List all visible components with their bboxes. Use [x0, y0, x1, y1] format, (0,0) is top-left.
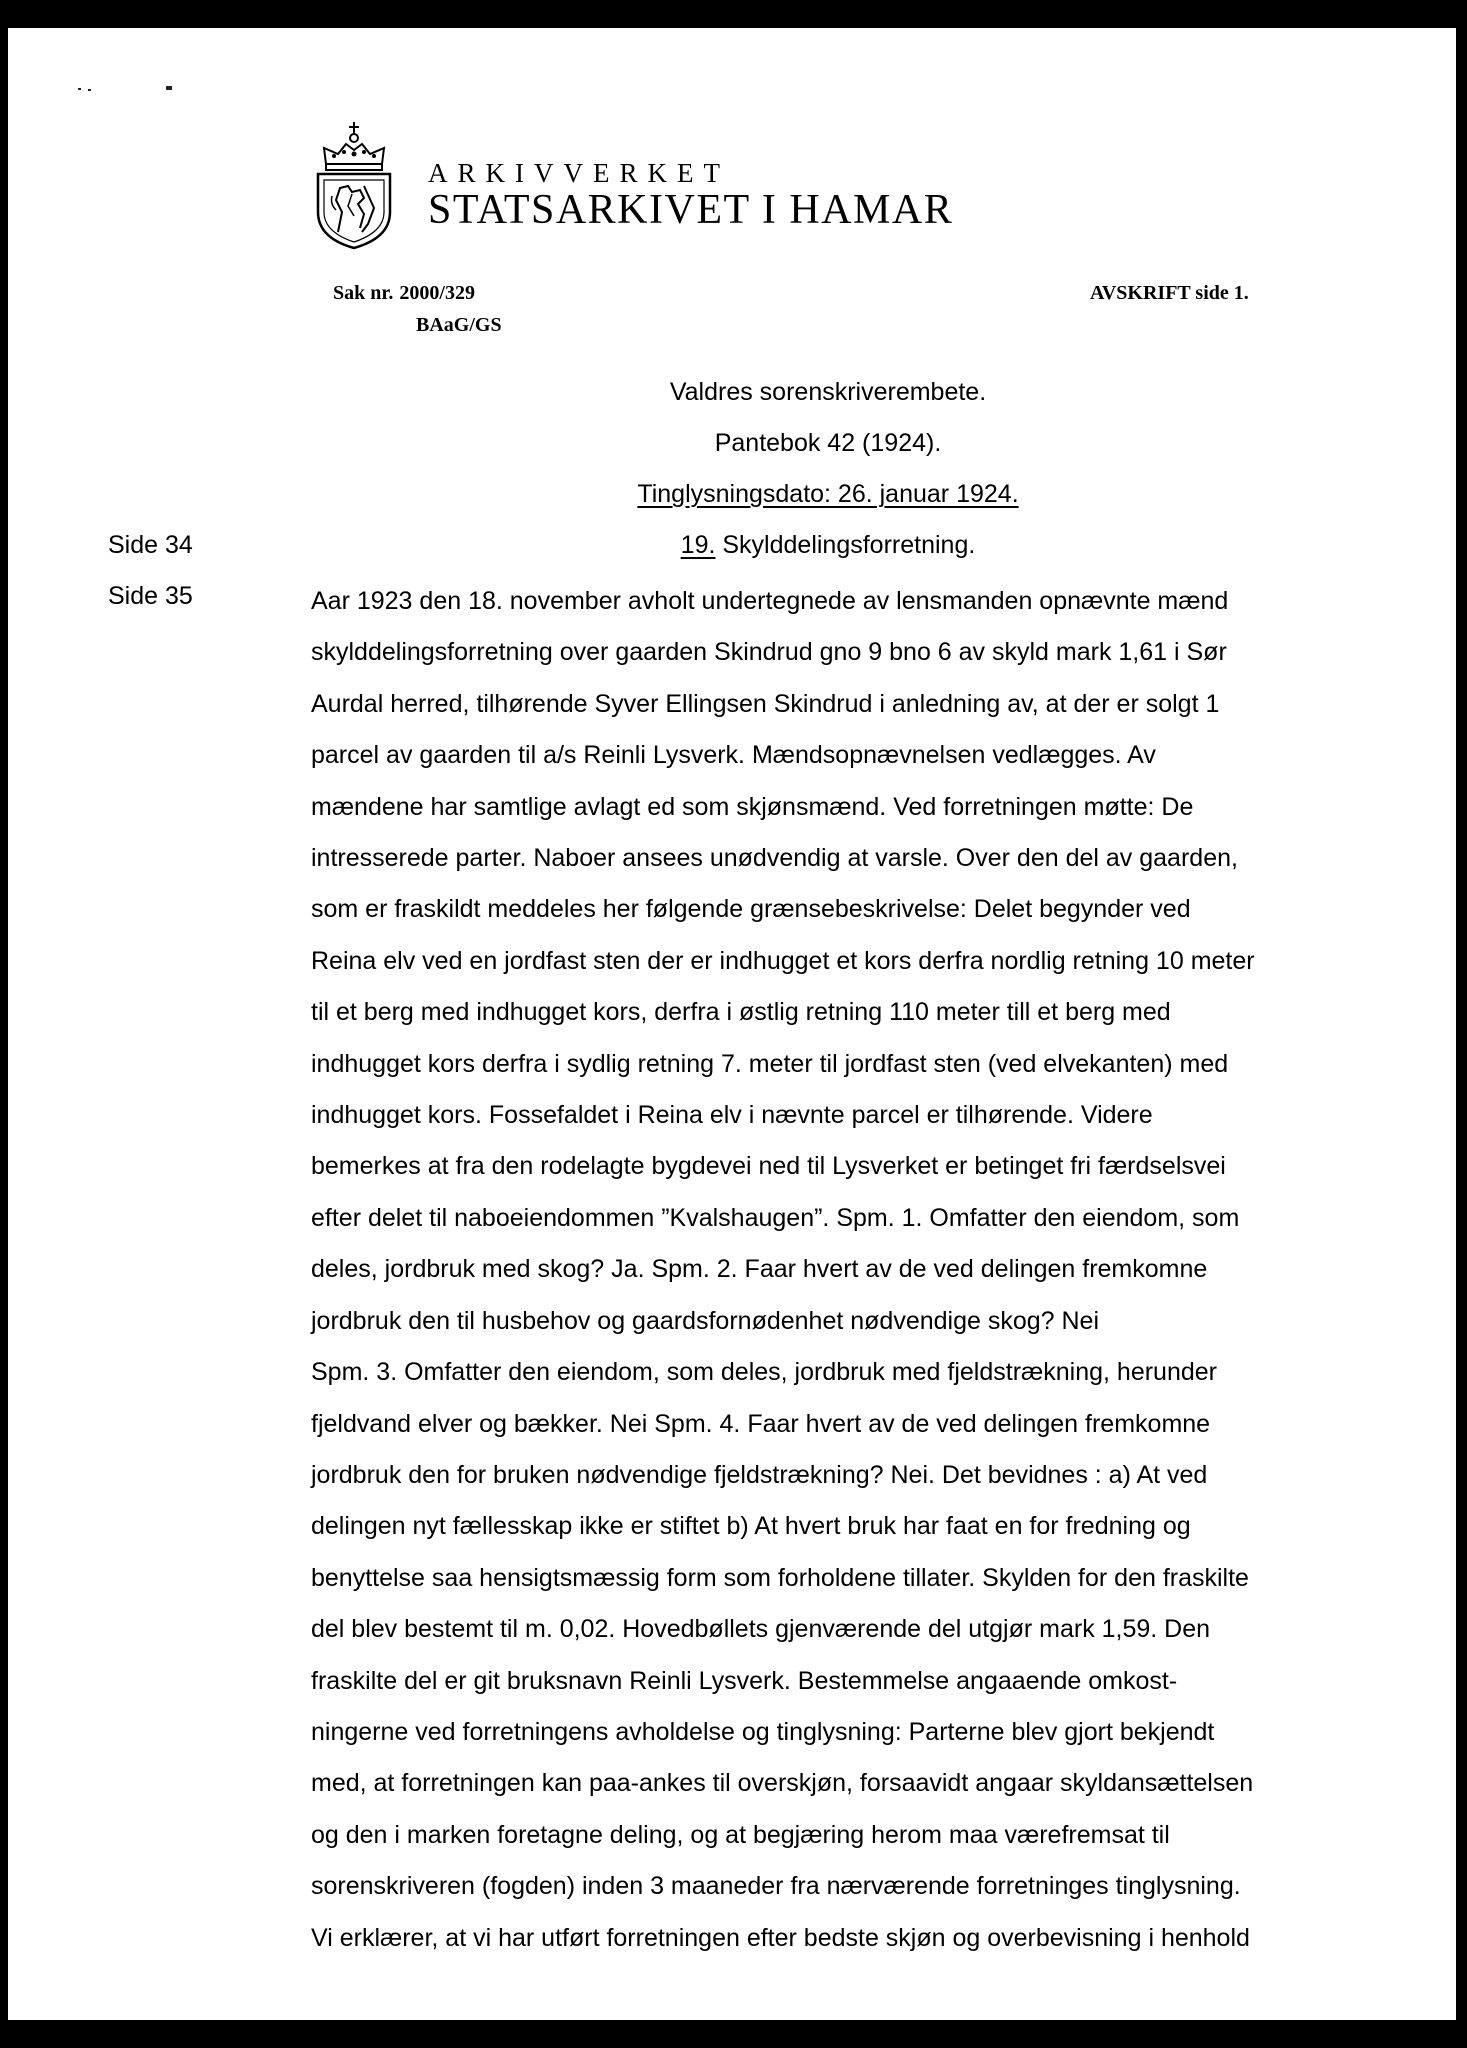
document-page	[8, 28, 1456, 2020]
body-line: benyttelse saa hensigtsmæssig form som forholdene tillater. Skylden for den fraskilte	[311, 1563, 1249, 1592]
agency-name: ARKIVVERKET	[428, 158, 730, 188]
body-line: Aurdal herred, tilhørende Syver Ellingsen Skindrud i anledning av, at der er solgt 1	[311, 689, 1220, 718]
body-line: skylddelingsforretning over gaarden Skindrud gno 9 bno 6 av skyld mark 1,61 i Sør	[311, 638, 1227, 667]
body-line: jordbruk den til husbehov og gaardsfornødenhet nødvendige skog? Nei	[311, 1306, 1100, 1335]
body-line: bemerkes at fra den rodelagte bygdevei ned til Lysverket er betinget fri færdselsvei	[311, 1152, 1226, 1181]
body-line: Aar 1923 den 18. november avholt undertegnede av lensmanden opnævnte mænd	[311, 587, 1229, 615]
body-line: mændene har samtlige avlagt ed som skjønsmænd. Ved forretningen møtte: De	[311, 792, 1194, 821]
register-heading: Pantebok 42 (1924).	[714, 429, 942, 457]
body-line: deles, jordbruk med skog? Ja. Spm. 2. Faar hvert av de ved delingen fremkomne	[311, 1255, 1208, 1284]
body-line: jordbruk den for bruken nødvendige fjeldstrækning? Nei. Det bevidnes : a) At ved	[311, 1460, 1208, 1489]
scan-specks	[78, 80, 198, 100]
archive-name: STATSARKIVET I HAMAR	[428, 187, 954, 233]
entry-number: 19.	[680, 531, 716, 559]
body-line: ningerne ved forretningens avholdelse og tinglysning: Parterne blev gjort bekjendt	[311, 1717, 1215, 1746]
body-line: fraskilte del er git bruksnavn Reinli Lysverk. Bestemmelse angaaende omkost-	[311, 1666, 1178, 1695]
case-number-label: Sak nr.	[333, 282, 394, 304]
body-line: indhugget kors. Fossefaldet i Reina elv i nævnte parcel er tilhørende. Videre	[311, 1101, 1153, 1130]
body-line: Reina elv ved en jordfast sten der er indhugget et kors derfra nordlig retning 10 meter	[311, 946, 1255, 975]
case-number-value: 2000/329	[399, 282, 475, 304]
body-line: og den i marken foretagne deling, og at begjæring herom maa værefremsat til	[311, 1820, 1170, 1849]
body-line: delingen nyt fællesskap ikke er stiftet b) At hvert bruk har faat en for fredning og	[311, 1512, 1191, 1541]
transcript-body	[311, 576, 1351, 1964]
body-line: intresserede parter. Naboer ansees unødvendig at varsle. Over den del av gaarden,	[311, 844, 1238, 873]
office-heading: Valdres sorenskriverembete.	[669, 378, 987, 406]
coat-of-arms-icon	[308, 120, 400, 252]
body-line: del blev bestemt til m. 0,02. Hovedbøllets gjenværende del utgjør mark 1,59. Den	[311, 1615, 1211, 1644]
transcript-page-label: AVSKRIFT side 1.	[1090, 282, 1249, 304]
body-line: sorenskriveren (fogden) inden 3 maaneder fra nærværende forretninges tinglysning.	[311, 1872, 1241, 1901]
body-line: efter delet til naboeiendommen ”Kvalshaugen”. Spm. 1. Omfatter den eiendom, som	[311, 1203, 1240, 1232]
body-line: Vi erklærer, at vi har utført forretningen efter bedste skjøn og overbevisning i henhold	[311, 1923, 1250, 1952]
body-line: til et berg med indhugget kors, derfra i østlig retning 110 meter till et berg med	[311, 998, 1171, 1027]
registration-date-text: Tinglysningsdato: 26. januar 1924.	[637, 480, 1019, 508]
case-number	[333, 282, 475, 305]
body-line: som er fraskildt meddeles her følgende grænsebeskrivelse: Delet begynder ved	[311, 895, 1191, 924]
body-line: Spm. 3. Omfatter den eiendom, som deles, jordbruk med fjeldstrækning, herunder	[311, 1358, 1217, 1387]
body-line: indhugget kors derfra i sydlig retning 7. meter til jordfast sten (ved elvekanten) med	[311, 1049, 1229, 1078]
entry-title: Skylddelingsforretning.	[715, 531, 976, 559]
registration-date	[308, 480, 1348, 509]
body-line: fjeldvand elver og bækker. Nei Spm. 4. Faar hvert av de ved delingen fremkomne	[311, 1409, 1211, 1438]
entry-heading	[308, 531, 1348, 560]
margin-page-ref-a: Side 34	[108, 531, 193, 559]
body-line: med, at forretningen kan paa-ankes til overskjøn, forsaavidt angaar skyldansættelsen	[311, 1769, 1254, 1798]
reference-code: BAaG/GS	[416, 314, 502, 336]
margin-page-ref-b: Side 35	[108, 582, 193, 610]
body-line: parcel av gaarden til a/s Reinli Lysverk. Mændsopnævnelsen vedlægges. Av	[311, 741, 1156, 770]
